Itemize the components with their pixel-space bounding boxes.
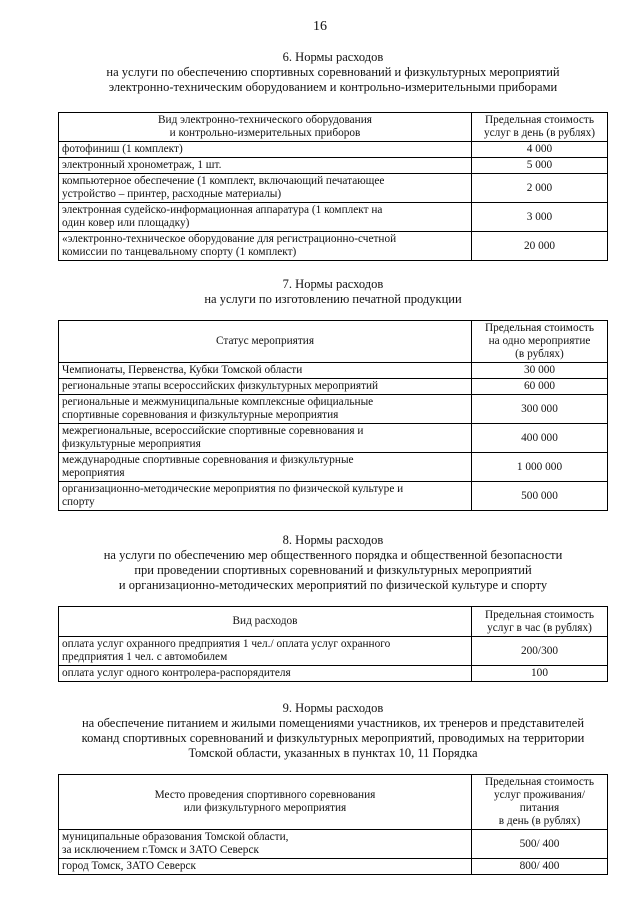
row-label: региональные этапы всероссийских физкультурных мероприятий xyxy=(59,379,472,395)
norms-table xyxy=(58,112,608,261)
row-label: электронный хронометраж, 1 шт. xyxy=(59,158,472,174)
row-value: 500 000 xyxy=(472,482,608,511)
table-row xyxy=(59,395,608,424)
row-label: межрегиональные, всероссийские спортивные соревнования и физкультурные мероприятия xyxy=(59,424,472,453)
norms-table xyxy=(58,774,608,875)
table-row xyxy=(59,482,608,511)
row-value: 5 000 xyxy=(472,158,608,174)
row-label: компьютерное обеспечение (1 комплект, включающий печатающее устройство – принтер, расходные материалы) xyxy=(59,174,472,203)
row-label: Чемпионаты, Первенства, Кубки Томской области xyxy=(59,363,472,379)
heading-line: электронно-техническим оборудованием и контрольно-измерительными приборами xyxy=(108,80,558,94)
row-value: 1 000 000 xyxy=(472,453,608,482)
row-value: 300 000 xyxy=(472,395,608,424)
table-row xyxy=(59,379,608,395)
section-heading xyxy=(58,277,608,307)
column-header: Вид расходов xyxy=(59,607,472,637)
section-heading xyxy=(58,701,608,761)
row-value: 30 000 xyxy=(472,363,608,379)
section-7 xyxy=(58,277,608,511)
table-header-row xyxy=(59,113,608,142)
table-row xyxy=(59,830,608,859)
row-label: город Томск, ЗАТО Северск xyxy=(59,859,472,875)
section-heading xyxy=(58,50,608,95)
table-row xyxy=(59,203,608,232)
column-header: Вид электронно-технического оборудования и контрольно-измерительных приборов xyxy=(59,113,472,142)
row-value: 200/300 xyxy=(472,637,608,666)
table-row xyxy=(59,453,608,482)
heading-line: 8. Нормы расходов xyxy=(282,533,384,547)
row-label: электронная судейско-информационная аппаратура (1 комплект на один ковер или площадку) xyxy=(59,203,472,232)
table-row xyxy=(59,666,608,682)
row-value: 4 000 xyxy=(472,142,608,158)
row-label: региональные и межмуниципальные комплексные официальные спортивные соревнования и физкультурные мероприятия xyxy=(59,395,472,424)
row-value: 800/ 400 xyxy=(472,859,608,875)
column-header: Статус мероприятия xyxy=(59,321,472,363)
row-label: «электронно-техническое оборудование для регистрационно-счетной комиссии по танцевальному спорту (1 комплект) xyxy=(59,232,472,261)
table-header-row xyxy=(59,321,608,363)
row-label: международные спортивные соревнования и физкультурные мероприятия xyxy=(59,453,472,482)
heading-line: 6. Нормы расходов xyxy=(282,50,384,64)
table-row xyxy=(59,637,608,666)
table-row xyxy=(59,232,608,261)
table-row xyxy=(59,158,608,174)
heading-line: 9. Нормы расходов xyxy=(282,701,384,715)
table-row xyxy=(59,142,608,158)
heading-line: команд спортивных соревнований и физкультурных мероприятий, проводимых на территории xyxy=(81,731,585,745)
row-label: оплата услуг одного контролера-распорядителя xyxy=(59,666,472,682)
table-row xyxy=(59,424,608,453)
table-header-row xyxy=(59,607,608,637)
table-row xyxy=(59,174,608,203)
row-label: фотофиниш (1 комплект) xyxy=(59,142,472,158)
column-header: Место проведения спортивного соревнования или физкультурного мероприятия xyxy=(59,775,472,830)
section-8 xyxy=(58,533,608,682)
heading-line: и организационно-методических мероприятий по физической культуре и спорту xyxy=(118,578,548,592)
heading-line: при проведении спортивных соревнований и физкультурных мероприятий xyxy=(134,563,532,577)
norms-table xyxy=(58,320,608,511)
row-label: муниципальные образования Томской области, за исключением г.Томск и ЗАТО Северск xyxy=(59,830,472,859)
heading-line: 7. Нормы расходов xyxy=(282,277,384,291)
heading-line: на услуги по изготовлению печатной продукции xyxy=(204,292,462,306)
section-6 xyxy=(58,50,608,261)
column-header: Предельная стоимость услуг в час (в рублях) xyxy=(472,607,608,637)
row-value: 100 xyxy=(472,666,608,682)
row-label: организационно-методические мероприятия по физической культуре и спорту xyxy=(59,482,472,511)
table-header-row xyxy=(59,775,608,830)
table-row xyxy=(59,859,608,875)
row-value: 500/ 400 xyxy=(472,830,608,859)
row-value: 3 000 xyxy=(472,203,608,232)
row-value: 2 000 xyxy=(472,174,608,203)
heading-line: Томской области, указанных в пунктах 10, 11 Порядка xyxy=(188,746,478,760)
column-header: Предельная стоимость услуг в день (в рублях) xyxy=(472,113,608,142)
column-header: Предельная стоимость услуг проживания/ питания в день (в рублях) xyxy=(472,775,608,830)
heading-line: на обеспечение питанием и жилыми помещениями участников, их тренеров и представителей xyxy=(81,716,585,730)
row-value: 20 000 xyxy=(472,232,608,261)
row-value: 400 000 xyxy=(472,424,608,453)
column-header: Предельная стоимость на одно мероприятие (в рублях) xyxy=(472,321,608,363)
row-value: 60 000 xyxy=(472,379,608,395)
row-label: оплата услуг охранного предприятия 1 чел./ оплата услуг охранного предприятия 1 чел. с автомобилем xyxy=(59,637,472,666)
heading-line: на услуги по обеспечению мер общественного порядка и общественной безопасности xyxy=(103,548,563,562)
page-number: 16 xyxy=(313,19,327,34)
heading-line: на услуги по обеспечению спортивных соревнований и физкультурных мероприятий xyxy=(106,65,560,79)
section-heading xyxy=(58,533,608,593)
table-row xyxy=(59,363,608,379)
section-9 xyxy=(58,701,608,875)
norms-table xyxy=(58,606,608,682)
